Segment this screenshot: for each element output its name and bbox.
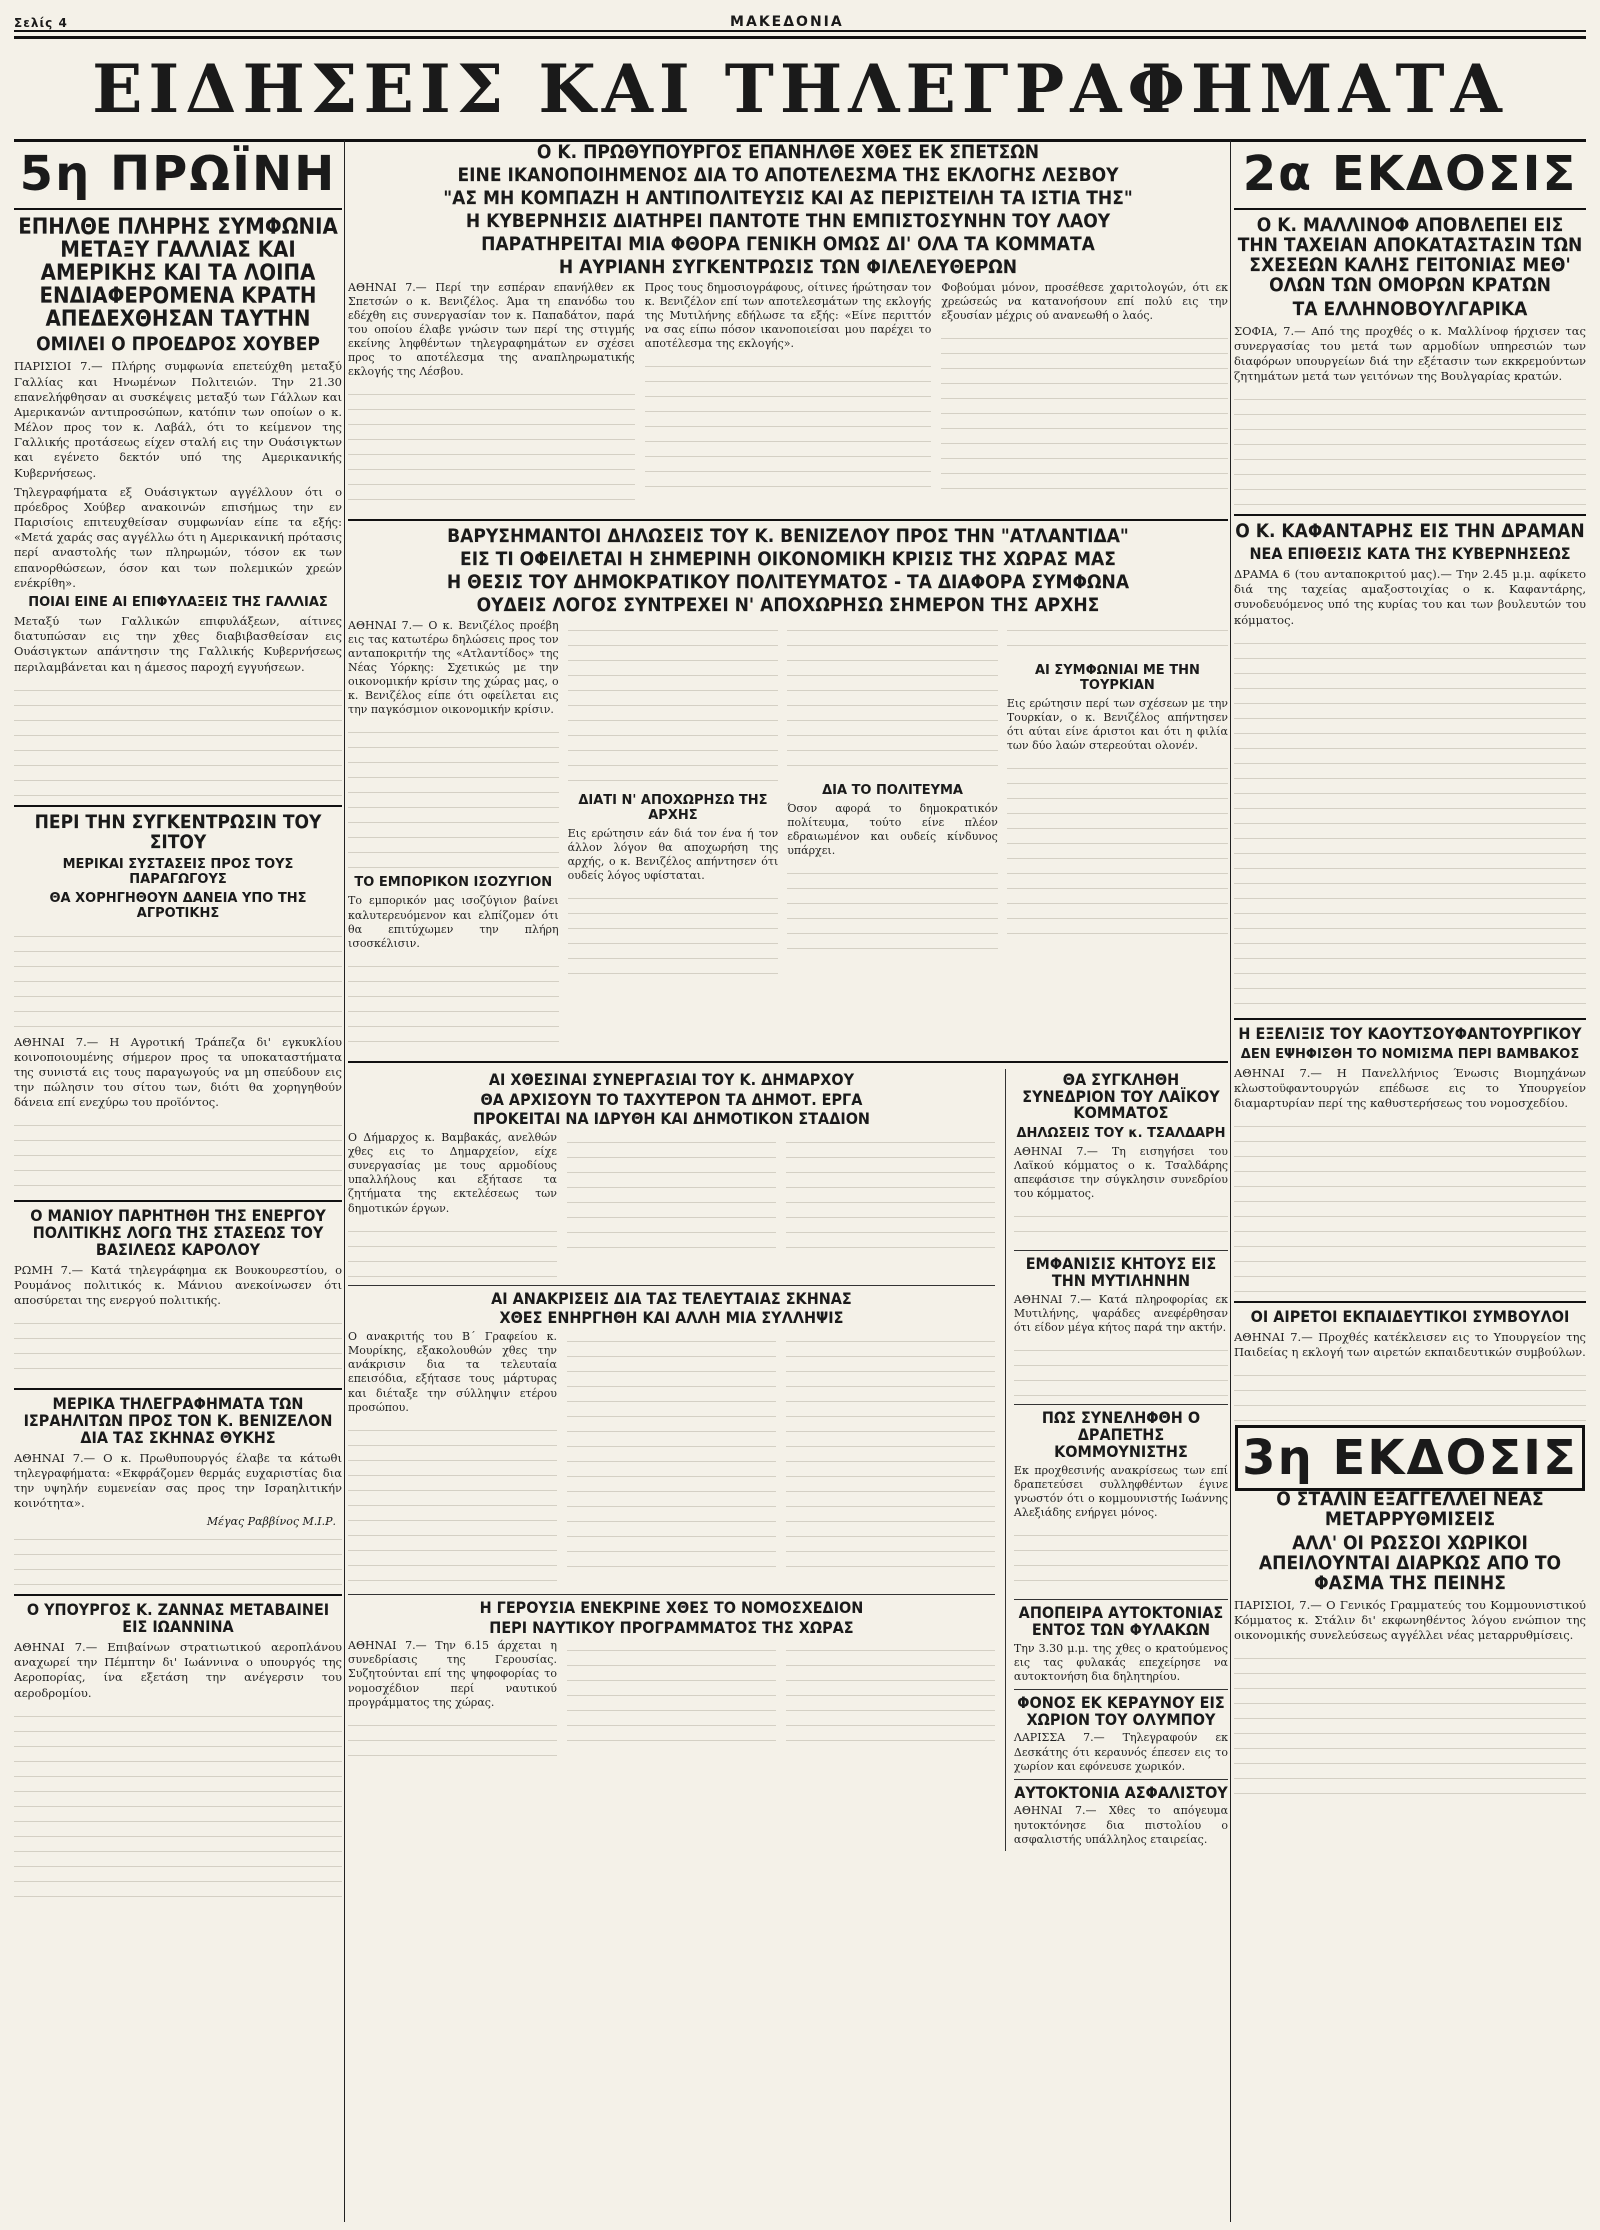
pm-headline-2: ΕΙΝΕ ΙΚΑΝΟΠΟΙΗΜΕΝΟΣ ΔΙΑ ΤΟ ΑΠΟΤΕΛΕΣΜΑ ΤΗΣ ΕΚΛΟΓΗΣ ΛΕΣΒΟΥ: [457, 163, 1119, 186]
mayor-headline-2: ΘΑ ΑΡΧΙΣΟΥΝ ΤΟ ΤΑΧΥΤΕΡΟΝ ΤΑ ΔΗΜΟΤ. ΕΡΓΑ: [480, 1089, 863, 1109]
senate-text: ΑΘΗΝΑΙ 7.— Την 6.15 άρχεται η συνεδρίασις της Γερουσίας. Συζητούνται επί της ψηφοφορίας το νομοσχέδιον περί ναυτικού προγράμματος της χώρας.: [348, 1639, 557, 1709]
venizelos-headline-3: Η ΘΕΣΙΣ ΤΟΥ ΔΗΜΟΚΡΑΤΙΚΟΥ ΠΟΛΙΤΕΥΜΑΤΟΣ - ΤΑ ΔΙΑΦΟΡΑ ΣΥΜΦΩΝΑ: [446, 571, 1130, 594]
zannas-text: ΑΘΗΝΑΙ 7.— Επιβαίνων στρατιωτικού αεροπλάνου αναχωρεί την Πέμπτην δι' Ιωάννινα ο υπουργός της Αεροπορίας, ίνα εξετάση την ανέγερσιν του αεροδρομίου.: [14, 1639, 342, 1700]
venizelos-subhead: ΔΙΑΤΙ Ν' ΑΠΟΧΩΡΗΣΩ ΤΗΣ ΑΡΧΗΣ: [578, 792, 768, 823]
cotton-text: ΑΘΗΝΑΙ 7.— Η Πανελλήνιος Ένωσις Βιομηχάνων κλωστοϋφαντουργών επέδωσε εις το Υπουργείον διαμαρτυρίαν περί της καθυστερήσεως του νομοσχεδίου.: [1234, 1065, 1586, 1110]
columns: [14, 140, 1586, 2222]
pm-text: Προς τους δημοσιογράφους, οίτινες ήρώτησαν τον κ. Βενιζέλον επί των αποτελεσμάτων της εκλογής της Μυτιλήνης εδήλωσε τα εξής: «Είνε περιττόν να σας είπω πόσον ικανοποιείσαι μου παρέχει το αποτέλεσμα της εκλογής».: [644, 280, 932, 350]
lightning-text: ΛΑΡΙΣΣΑ 7.— Τηλεγραφούν εκ Δεσκάτης ότι κεραυνός έπεσεν εις το χωρίον και εφόνευσε χωρικόν.: [1013, 1731, 1228, 1773]
text-block: [645, 355, 932, 495]
text-block: [1007, 757, 1228, 937]
text-block: [1007, 619, 1228, 659]
cotton-headline: Η ΕΞΕΛΙΞΙΣ ΤΟΥ ΚΑΟΥΤΣΟΥΦΑΝΤΟΥΡΓΙΚΟΥ: [1238, 1023, 1582, 1043]
text-block: [787, 862, 998, 962]
grain-text: ΑΘΗΝΑΙ 7.— Η Αγροτική Τράπεζα δι' εγκυκλίου κοινοποιουμένης σήμερον προς τα υποκαταστήματα της συνιστά εις τους παραγωγούς να μη σπεύδουν εις την πώλησιν του σίτου των, διότι θα χορηγηθούν δάνεια επί ενεχύρω του προϊόντος.: [14, 1034, 342, 1110]
investigation-headline-1: ΑΙ ΑΝΑΚΡΙΣΕΙΣ ΔΙΑ ΤΑΣ ΤΕΛΕΥΤΑΙΑΣ ΣΚΗΝΑΣ: [491, 1288, 852, 1308]
venizelos-headline-2: ΕΙΣ ΤΙ ΟΦΕΙΛΕΤΑΙ Η ΣΗΜΕΡΙΝΗ ΟΙΚΟΝΟΜΙΚΗ ΚΡΙΣΙΣ ΤΗΣ ΧΩΡΑΣ ΜΑΣ: [460, 548, 1116, 571]
text-block: [787, 619, 998, 779]
venizelos-article: [348, 619, 1228, 1055]
insurer-text: ΑΘΗΝΑΙ 7.— Χθες το απόγευμα ηυτοκτόνησε δια πιστολίου ο ασφαλιστής υπάλληλος εταιρείας.: [1013, 1804, 1228, 1846]
lead-text: ΠΑΡΙΣΙΟΙ 7.— Πλήρης συμφωνία επετεύχθη μεταξύ Γαλλίας και Ηνωμένων Πολιτειών. Την 21.30 επανελήφθησαν αι συσκέψεις μεταξύ των Γάλλων και Αμερικανών αντιπροσώπων, κατόπιν των οποίων ο κ. Μέλον προς τον κ. Λαβάλ, ότι το κείμενον της Γαλλικής προτάσεως είχεν σταλή εις την Ουάσιγκτων και εγένετο δεκτόν υπό της Αμερικανικής Κυβερνήσεως.: [14, 359, 342, 480]
venizelos-headline-4: ΟΥΔΕΙΣ ΛΟΓΟΣ ΣΥΝΤΡΕΧΕΙ Ν' ΑΠΟΧΩΡΗΣΩ ΣΗΜΕΡΟΝ ΤΗΣ ΑΡΧΗΣ: [476, 593, 1100, 616]
senate-headline-2: ΠΕΡΙ ΝΑΥΤΙΚΟΥ ΠΡΟΓΡΑΜΜΑΤΟΣ ΤΗΣ ΧΩΡΑΣ: [489, 1617, 854, 1637]
center-column: [348, 140, 1228, 2222]
venizelos-text: Όσον αφορά το δημοκρατικόν πολίτευμα, τούτο είνε πλέον εδραιωμένον και ουδείς κίνδυνος υπάρχει.: [787, 801, 998, 858]
text-block: [568, 619, 779, 789]
right-column: [1234, 140, 1586, 2222]
escape-text: Εκ προχθεσινής ανακρίσεως των επί δραπετεύσει συλληφθέντων έγινε γνωστόν ότι ο κομμουνιστής Ιωάννης Αλεξιάδης ενήργει μόνος.: [1013, 1463, 1228, 1519]
kafantaris-sub: ΝΕΑ ΕΠΙΘΕΣΙΣ ΚΑΤΑ ΤΗΣ ΚΥΒΕΡΝΗΣΕΩΣ: [1249, 544, 1571, 564]
maniu-text: ΡΩΜΗ 7.— Κατά τηλεγράφημα εκ Βουκουρεστίου, ο Ρουμάνος πολιτικός κ. Μάνιου ανεκοίνωσεν ότι αποσύρεται της ενεργού πολιτικής.: [14, 1262, 342, 1308]
whale-text: ΑΘΗΝΑΙ 7.— Κατά πληροφορίας εκ Μυτιλήνης, ψαράδες ανεφέρθησαν ότι είδον μέγα κήτος παρά την ακτήν.: [1013, 1293, 1228, 1335]
malinov-headline: Ο Κ. ΜΑΛΛΙΝΟΦ ΑΠΟΒΛΕΠΕΙ ΕΙΣ ΤΗΝ ΤΑΧΕΙΑΝ ΑΠΟΚΑΤΑΣΤΑΣΙΝ ΤΩΝ ΣΧΕΣΕΩΝ ΚΑΛΗΣ ΓΕΙΤΟΝΙΑΣ ΜΕΘ' ΟΛΩΝ ΤΩΝ ΟΜΟΡΩΝ ΚΡΑΤΩΝ: [1237, 214, 1583, 296]
pm-headline-6: Η ΑΥΡΙΑΝΗ ΣΥΓΚΕΝΤΡΩΣΙΣ ΤΩΝ ΦΙΛΕΛΕΥΘΕΡΩΝ: [558, 255, 1018, 278]
stalin-headline: Ο ΣΤΑΛΙΝ ΕΞΑΓΓΕΛΛΕΙ ΝΕΑΣ ΜΕΤΑΡΡΥΘΜΙΣΕΙΣ: [1276, 1488, 1544, 1531]
stalin-text: ΠΑΡΙΣΙΟΙ, 7.— Ο Γενικός Γραμματεύς του Κομμουνιστικού Κόμματος κ. Στάλιν δι' εκφωνηθέντος λόγου ενώπιον της οικονομικής συνελεύσεως αγγέλλει νέας μεταρρυθμίσεις.: [1234, 1597, 1586, 1643]
venizelos-text: Το εμπορικόν μας ισοζύγιον βαίνει καλυτερευόμενον και ελπίζομεν ότι θα επιτύχωμεν την πλήρη ισοσκέλισιν.: [348, 894, 559, 950]
pm-article: [348, 281, 1228, 514]
venizelos-text: ΑΘΗΝΑΙ 7.— Ο κ. Βενιζέλος προέβη εις τας κατωτέρω δηλώσεις προς τον ανταποκριτήν της «Ατλαντίδος» της Νέας Υόρκης: Σχετικώς με την οικονομικήν κρίσιν της χώρας μας, ο κ. Βενιζέλος είπε ότι οφείλεται εις την παγκόσμιον οικονομικήν κρίσιν.: [348, 618, 559, 717]
text-block: [1234, 388, 1586, 508]
text-block: [348, 721, 559, 871]
text-block: [1234, 1115, 1586, 1295]
stalin-sub: ΑΛΛ' ΟΙ ΡΩΣΣΟΙ ΧΩΡΙΚΟΙ ΑΠΕΙΛΟΥΝΤΑΙ ΔΙΑΡΚΩΣ ΑΠΟ ΤΟ ΦΑΣΜΑ ΤΗΣ ΠΕΙΝΗΣ: [1258, 1532, 1562, 1594]
suicide-headline: ΑΠΟΠΕΙΡΑ ΑΥΤΟΚΤΟΝΙΑΣ ΕΝΤΟΣ ΤΩΝ ΦΥΛΑΚΩΝ: [1018, 1603, 1224, 1639]
edition-label: 3η ΕΚΔΟΣΙΣ: [1234, 1430, 1586, 1486]
mayor-headline-1: ΑΙ ΧΘΕΣΙΝΑΙ ΣΥΝΕΡΓΑΣΙΑΙ ΤΟΥ Κ. ΔΗΜΑΡΧΟΥ: [488, 1069, 855, 1089]
investigation-headline-2: ΧΘΕΣ ΕΝΗΡΓΗΘΗ ΚΑΙ ΑΛΛΗ ΜΙΑ ΣΥΛΛΗΨΙΣ: [499, 1308, 844, 1328]
grain-subheadline: ΜΕΡΙΚΑΙ ΣΥΣΤΑΣΕΙΣ ΠΡΟΣ ΤΟΥΣ ΠΑΡΑΓΩΓΟΥΣ: [62, 856, 294, 887]
page-number: Σελίς 4: [14, 16, 68, 30]
text-block: [348, 383, 635, 513]
jews-text: ΑΘΗΝΑΙ 7.— Ο κ. Πρωθυπουργός έλαβε τα κάτωθι τηλεγραφήματα: «Εκφράζομεν θερμάς ευχαριστίας δια την υψηλήν ευμενείαν σας προς την Ισραηλιτικήν κοινότητα».: [14, 1450, 342, 1511]
senate-headline-1: Η ΓΕΡΟΥΣΙΑ ΕΝΕΚΡΙΝΕ ΧΘΕΣ ΤΟ ΝΟΜΟΣΧΕΔΙΟΝ: [479, 1597, 864, 1617]
venizelos-text: Εις ερώτησιν περί των σχέσεων με την Τουρκίαν, ο κ. Βενιζέλος απήντησεν ότι αύται είνε άριστοι και ότι η φιλία των δύο λαών στερεούται ολονέν.: [1006, 696, 1228, 753]
text-block: [941, 327, 1228, 497]
section-banner: ΕΙΔΗΣΕΙΣ ΚΑΙ ΤΗΛΕΓΡΑΦΗΜΑΤΑ: [14, 36, 1586, 142]
grain-subheadline: ΘΑ ΧΟΡΗΓΗΘΟΥΝ ΔΑΝΕΙΑ ΥΠΟ ΤΗΣ ΑΓΡΟΤΙΚΗΣ: [49, 890, 307, 921]
venizelos-headline-1: ΒΑΡΥΣΗΜΑΝΤΟΙ ΔΗΛΩΣΕΙΣ ΤΟΥ Κ. ΒΕΝΙΖΕΛΟΥ ΠΡΟΣ ΤΗΝ "ΑΤΛΑΝΤΙΔΑ": [447, 525, 1129, 548]
escape-headline: ΠΩΣ ΣΥΝΕΛΗΦΘΗ Ο ΔΡΑΠΕΤΗΣ ΚΟΜΜΟΥΝΙΣΤΗΣ: [1041, 1408, 1201, 1461]
text-block: [1234, 632, 1586, 1012]
text-block: [14, 1528, 342, 1588]
lead-subhead: ΠΟΙΑΙ ΕΙΝΕ ΑΙ ΕΠΙΦΥΛΑΞΕΙΣ ΤΗΣ ΓΑΛΛΙΑΣ: [28, 594, 328, 610]
suicide-text: Την 3.30 μ.μ. της χθες ο κρατούμενος εις τας φυλακάς επεχείρησε να αυτοκτονήση δια δηλητηρίου.: [1013, 1641, 1228, 1683]
lead-text: Τηλεγραφήματα εξ Ουάσιγκτων αγγέλλουν ότι ο πρόεδρος Χούβερ ανακοινών επισήμως την εν Παρισίοις επιτευχθείσαν συμφωνίαν είπε τα εξής: «Μετά χαράς σας αγγέλλω ότι η Αμερικανική πρότασις περί αναστολής των πληρωμών, τόσον εκ των επανορθώσεων, όσον και των πολεμικών χρεών ενέκρίθη».: [14, 484, 342, 590]
kafantaris-text: ΔΡΑΜΑ 6 (του ανταποκριτού μας).— Την 2.45 μ.μ. αφίκετο διά της ταχείας αμαξοστοιχίας ο κ. Καφαντάρης, συνοδευόμενος υπό της κυρίας του και των βουλευτών του κόμματος.: [1234, 567, 1586, 627]
maniu-headline: Ο ΜΑΝΙΟΥ ΠΑΡΗΤΗΘΗ ΤΗΣ ΕΝΕΡΓΟΥ ΠΟΛΙΤΙΚΗΣ ΛΟΓΩ ΤΗΣ ΣΤΑΣΕΩΣ ΤΟΥ ΒΑΣΙΛΕΩΣ ΚΑΡΟΛΟΥ: [30, 1206, 326, 1259]
edition-label: 5η ΠΡΩΪΝΗ: [19, 146, 337, 202]
text-block: [14, 1114, 342, 1194]
edition-label: 2α ΕΚΔΟΣΙΣ: [1242, 146, 1578, 202]
text-block: [1234, 1647, 1586, 1807]
lower-center: [348, 1069, 1228, 1851]
text-block: [14, 925, 342, 1035]
signature: Μέγας Ραββίνος Μ.Ι.Ρ.: [206, 1515, 336, 1529]
pm-headline-3: "ΑΣ ΜΗ ΚΟΜΠΑΖΗ Η ΑΝΤΙΠΟΛΙΤΕΥΣΙΣ ΚΑΙ ΑΣ ΠΕΡΙΣΤΕΙΛΗ ΤΑ ΙΣΤΙΑ ΤΗΣ": [443, 186, 1133, 209]
malinov-text: ΣΟΦΙΑ, 7.— Από της προχθές ο κ. Μαλλίνοφ ήρχισεν τας συνεργασίας του μετά των αρμοδίων υπηρεσιών των διαφόρων υπουργείων διά την εξέτασιν των εκκρεμούντων ζητημάτων μετά των γειτόνων της Βουλγαρίας κρατών.: [1234, 323, 1586, 384]
venizelos-subhead: ΤΟ ΕΜΠΟΡΙΚΟΝ ΙΣΟΖΥΓΙΟΝ: [354, 875, 553, 891]
grain-headline: ΠΕΡΙ ΤΗΝ ΣΥΓΚΕΝΤΡΩΣΙΝ ΤΟΥ ΣΙΤΟΥ: [34, 810, 322, 853]
lead-subheadline: ΟΜΙΛΕΙ Ο ΠΡΟΕΔΡΟΣ ΧΟΥΒΕΡ: [36, 333, 320, 356]
congress-text: ΑΘΗΝΑΙ 7.— Τη εισηγήσει του Λαϊκού κόμματος ο κ. Τσαλδάρης απεφάσισε την σύγκλησιν συνεδρίου του κόμματος.: [1013, 1145, 1228, 1201]
text-block: [1234, 1364, 1586, 1424]
malinov-sub: ΤΑ ΕΛΛΗΝΟΒΟΥΛΓΑΡΙΚΑ: [1292, 297, 1528, 320]
congress-headline: ΘΑ ΣΥΓΚΛΗΘΗ ΣΥΝΕΔΡΙΟΝ ΤΟΥ ΛΑΪΚΟΥ ΚΟΜΜΑΤΟΣ: [1022, 1069, 1220, 1123]
zannas-headline: Ο ΥΠΟΥΡΓΟΣ Κ. ΖΑΝΝΑΣ ΜΕΤΑΒΑΙΝΕΙ ΕΙΣ ΙΩΑΝΝΙΝΑ: [26, 1600, 330, 1637]
insurer-headline: ΑΥΤΟΚΤΟΝΙΑ ΑΣΦΑΛΙΣΤΟΥ: [1014, 1782, 1228, 1802]
education-headline: ΟΙ ΑΙΡΕΤΟΙ ΕΚΠΑΙΔΕΥΤΙΚΟΙ ΣΥΜΒΟΥΛΟΙ: [1250, 1307, 1570, 1327]
venizelos-subhead: ΔΙΑ ΤΟ ΠΟΛΙΤΕΥΜΑ: [822, 782, 963, 798]
text-block: [14, 1312, 342, 1382]
venizelos-text: Εις ερώτησιν εάν διά τον ένα ή τον άλλον λόγον θα αποχωρήση της αρχής, ο κ. Βενιζέλος απήντησεν ότι ουδείς λόγος υφίσταται.: [567, 826, 779, 883]
pm-headline-5: ΠΑΡΑΤΗΡΕΙΤΑΙ ΜΙΑ ΦΘΟΡΑ ΓΕΝΙΚΗ ΟΜΩΣ ΔΙ' ΟΛΑ ΤΑ ΚΟΜΜΑΤΑ: [481, 232, 1095, 255]
jews-headline: ΜΕΡΙΚΑ ΤΗΛΕΓΡΑΦΗΜΑΤΑ ΤΩΝ ΙΣΡΑΗΛΙΤΩΝ ΠΡΟΣ ΤΟΝ Κ. ΒΕΝΙΖΕΛΟΝ ΔΙΑ ΤΑΣ ΣΚΗΝΑΣ ΘΥΚΗΣ: [23, 1394, 333, 1447]
mayor-headline-3: ΠΡΟΚΕΙΤΑΙ ΝΑ ΙΔΡΥΘΗ ΚΑΙ ΔΗΜΟΤΙΚΟΝ ΣΤΑΔΙΟΝ: [472, 1109, 870, 1129]
pm-headline-1: Ο Κ. ΠΡΩΘΥΠΟΥΡΓΟΣ ΕΠΑΝΗΛΘΕ ΧΘΕΣ ΕΚ ΣΠΕΤΣΩΝ: [536, 141, 1040, 163]
venizelos-subhead: ΑΙ ΣΥΜΦΩΝΙΑΙ ΜΕ ΤΗΝ ΤΟΥΡΚΙΑΝ: [1034, 662, 1200, 693]
pm-text: Φοβούμαι μόνον, προσέθεσε χαριτολογών, ότι εκ χρεώσεώς να κατανοήσουν επί πολύ εις την εξουσίαν μέχρις ού ανανεωθή ο λαός.: [941, 280, 1228, 322]
cotton-sub: ΔΕΝ ΕΨΗΦΙΣΘΗ ΤΟ ΝΟΜΙΣΜΑ ΠΕΡΙ ΒΑΜΒΑΚΟΣ: [1240, 1046, 1580, 1062]
text-block: [14, 679, 342, 799]
pm-headline-4: Η ΚΥΒΕΡΝΗΣΙΣ ΔΙΑΤΗΡΕΙ ΠΑΝΤΟΤΕ ΤΗΝ ΕΜΠΙΣΤΟΣΥΝΗΝ ΤΟΥ ΛΑΟΥ: [465, 209, 1111, 232]
left-column: [14, 140, 342, 2222]
top-line: [14, 8, 1586, 32]
lead-text: Μεταξύ των Γαλλικών επιφυλάξεων, αίτινες διατυπώσαν εις την χθες διαβιβασθείσαν εις Ουάσιγκτων απάντησιν της Γαλλικής Κυβερνήσεως περιλαμβάνεται και η άμεσος παροχή εγγυήσεων.: [14, 613, 342, 674]
text-block: [14, 1705, 342, 1905]
whale-headline: ΕΜΦΑΝΙΣΙΣ ΚΗΤΟΥΣ ΕΙΣ ΤΗΝ ΜΥΤΙΛΗΝΗΝ: [1025, 1254, 1217, 1291]
mayor-text: Ο Δήμαρχος κ. Βαμβακάς, ανελθών χθες εις το Δημαρχείον, είχε συνεργασίας με τους αρμοδίους υπαλλήλους και εξήτασε τα ζητήματα της εκτελέσεως των δημοτικών έργων.: [348, 1131, 557, 1215]
pm-text: ΑΘΗΝΑΙ 7.— Περί την εσπέραν επανήλθεν εκ Σπετσών ο κ. Βενιζέλος. Άμα τη επανόδω του εδέχθη εις συνεργασίαν τον κ. Παπαδάτον, παρά του οποίου έλαβε γνώσιν των περί της στιγμής εκείνης ληφθέντων τηλεγραφημάτων εν σχέσει προς το αποτέλεσμα της αναπληρωματικής εκλογής της Λέσβου.: [348, 280, 635, 379]
lightning-headline: ΦΟΝΟΣ ΕΚ ΚΕΡΑΥΝΟΥ ΕΙΣ ΧΩΡΙΟΝ ΤΟΥ ΟΛΥΜΠΟΥ: [1017, 1692, 1225, 1729]
congress-sub: ΔΗΛΩΣΕΙΣ ΤΟΥ κ. ΤΣΑΛΔΑΡΗ: [1016, 1126, 1226, 1142]
text-block: [568, 887, 779, 977]
investigation-text: Ο ανακριτής του Β΄ Γραφείου κ. Μουρίκης, εξακολουθών χθες την ανάκρισιν δια τα τελευταία επεισόδια, εξήτασε τους μάρτυρας και διέταξε την σύλληψιν ετέρου προσώπου.: [348, 1330, 557, 1414]
lead-headline: ΕΠΗΛΘΕ ΠΛΗΡΗΣ ΣΥΜΦΩΝΙΑ ΜΕΤΑΞΥ ΓΑΛΛΙΑΣ ΚΑΙ ΑΜΕΡΙΚΗΣ ΚΑΙ ΤΑ ΛΟΙΠΑ ΕΝΔΙΑΦΕΡΟΜΕΝΑ ΚΡΑΤΗ ΑΠΕΔΕΧΘΗΣΑΝ ΤΑΥΤΗΝ: [18, 215, 338, 333]
paper-name: ΜΑΚΕΔΟΝΙΑ: [730, 14, 844, 30]
education-text: ΑΘΗΝΑΙ 7.— Προχθές κατέκλεισεν εις το Υπουργείον της Παιδείας η εκλογή των αιρετών εκπαιδευτικών συμβούλων.: [1234, 1329, 1586, 1360]
kafantaris-headline: Ο Κ. ΚΑΦΑΝΤΑΡΗΣ ΕΙΣ ΤΗΝ ΔΡΑΜΑΝ: [1235, 520, 1585, 543]
text-block: [348, 955, 559, 1055]
